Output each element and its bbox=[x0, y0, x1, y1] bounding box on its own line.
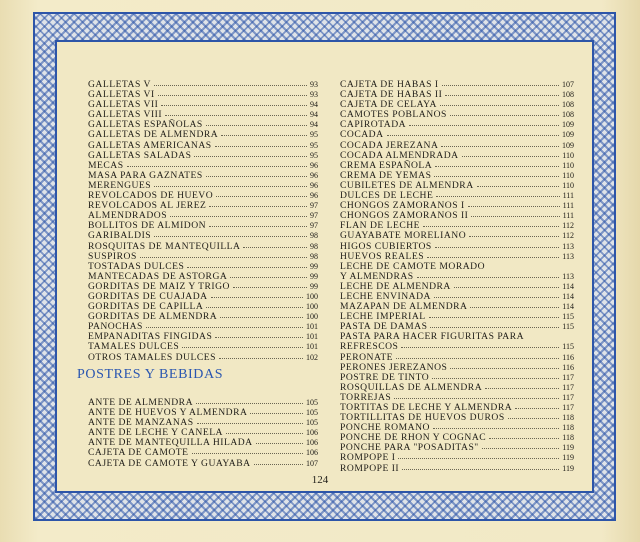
leader-dots bbox=[398, 457, 559, 459]
entry-title: CAMOTES POBLANOS bbox=[340, 109, 447, 121]
entry-page-number: 94 bbox=[310, 120, 318, 130]
leader-dots bbox=[429, 316, 560, 318]
entry-page-number: 98 bbox=[310, 251, 318, 261]
leader-dots bbox=[435, 165, 559, 167]
entry-page-number: 96 bbox=[310, 180, 318, 190]
entry-page-number: 108 bbox=[562, 90, 574, 100]
leader-dots bbox=[215, 145, 307, 147]
entry-page-number: 117 bbox=[562, 403, 574, 412]
entry-page-number: 114 bbox=[562, 302, 574, 312]
entry-page-number: 114 bbox=[562, 281, 574, 291]
leader-dots bbox=[256, 442, 303, 444]
entry-page-number: 108 bbox=[562, 110, 574, 120]
entry-page-number: 106 bbox=[306, 428, 318, 438]
entry-page-number: 100 bbox=[306, 302, 318, 312]
entry-title: POSTRE DE TINTO bbox=[340, 371, 430, 383]
entry-title: MANTECADAS DE ASTORGA bbox=[88, 270, 228, 282]
entry-title: EMPANADITAS FINGIDAS bbox=[88, 331, 213, 343]
leader-dots bbox=[454, 286, 559, 288]
entry-title: REVOLCADOS DE HUEVO bbox=[88, 190, 214, 202]
index-entry bbox=[340, 464, 574, 474]
entry-page-number: 96 bbox=[310, 191, 318, 201]
entry-title: TOSTADAS DULCES bbox=[88, 260, 185, 272]
entry-title: REVOLCADOS AL JEREZ bbox=[88, 200, 207, 212]
entry-page-number: 105 bbox=[306, 418, 318, 428]
leader-dots bbox=[402, 468, 559, 470]
leader-dots bbox=[254, 463, 303, 465]
entry-page-number: 113 bbox=[562, 241, 574, 251]
leader-dots bbox=[470, 306, 559, 308]
entry-page-number: 93 bbox=[310, 90, 318, 100]
entry-page-number: 97 bbox=[310, 201, 318, 211]
leader-dots bbox=[508, 417, 560, 419]
entry-title: REFRESCOS bbox=[340, 341, 399, 353]
entry-title: LECHE DE CAMOTE MORADO bbox=[340, 260, 486, 272]
entry-page-number: 99 bbox=[310, 271, 318, 281]
entry-title: ALMENDRADOS bbox=[88, 210, 168, 222]
leader-dots bbox=[161, 104, 307, 106]
entry-title: BOLLITOS DE ALMIDON bbox=[88, 220, 207, 232]
entry-page-number: 110 bbox=[562, 160, 574, 170]
leader-dots bbox=[209, 205, 307, 207]
leader-dots bbox=[441, 145, 559, 147]
entry-page-number: 99 bbox=[310, 281, 318, 291]
entry-page-number: 119 bbox=[562, 463, 574, 473]
leader-dots bbox=[485, 387, 559, 389]
entry-title: GARIBALDIS bbox=[88, 230, 152, 242]
entry-title: GALLETAS DE ALMENDRA bbox=[88, 129, 219, 141]
leader-dots bbox=[450, 367, 559, 369]
leader-dots bbox=[433, 427, 559, 429]
entry-title: LECHE IMPERIAL bbox=[340, 311, 426, 323]
entry-title: CHONGOS ZAMORANOS I bbox=[340, 200, 465, 212]
leader-dots bbox=[226, 432, 303, 434]
leader-dots bbox=[158, 94, 307, 96]
entry-page-number: 100 bbox=[306, 312, 318, 322]
entry-title: TORTITAS DE LECHE Y ALMENDRA bbox=[340, 402, 513, 413]
leader-dots bbox=[221, 134, 307, 136]
entry-title: ANTE DE LECHE Y CANELA bbox=[88, 427, 223, 439]
leader-dots bbox=[440, 104, 559, 106]
leader-dots bbox=[140, 256, 307, 258]
leader-dots bbox=[250, 412, 303, 414]
entry-page-number: 95 bbox=[310, 140, 318, 150]
entry-page-number: 107 bbox=[562, 80, 574, 89]
entry-title: ROMPOPE I bbox=[340, 452, 396, 464]
entry-page-number: 96 bbox=[310, 170, 318, 180]
entry-page-number: 116 bbox=[562, 362, 574, 372]
entry-title: HUEVOS REALES bbox=[340, 250, 425, 262]
entry-page-number: 95 bbox=[310, 130, 318, 140]
entry-page-number: 115 bbox=[562, 342, 574, 352]
entry-title: CAPIROTADA bbox=[340, 119, 407, 131]
entry-page-number: 101 bbox=[306, 332, 318, 342]
entry-page-number: 117 bbox=[562, 392, 574, 402]
entry-title: CUBILETES DE ALMENDRA bbox=[340, 179, 474, 191]
entry-page-number: 97 bbox=[310, 221, 318, 231]
entry-page-number: 111 bbox=[562, 211, 574, 221]
leader-dots bbox=[394, 397, 559, 399]
entry-page-number: 117 bbox=[562, 372, 574, 382]
entry-title: GALLETAS AMERICANAS bbox=[88, 139, 212, 151]
entry-title: GORDITAS DE ALMENDRA bbox=[88, 311, 218, 323]
entry-title: PONCHE ROMANO bbox=[340, 422, 430, 434]
entry-title: DULCES DE LECHE bbox=[340, 190, 434, 202]
leader-dots bbox=[482, 447, 560, 449]
entry-title: GALLETAS ESPAÑOLAS bbox=[88, 119, 203, 131]
entry-page-number: 106 bbox=[306, 438, 318, 448]
entry-page-number: 102 bbox=[306, 352, 318, 362]
entry-title: GORDITAS DE MAIZ Y TRIGO bbox=[88, 280, 230, 292]
entry-title: TORREJAS bbox=[340, 391, 392, 403]
entry-title: PONCHE DE RHON Y COGNAC bbox=[340, 432, 487, 444]
entry-page-number: 105 bbox=[306, 408, 318, 418]
entry-page-number: 118 bbox=[562, 413, 574, 423]
entry-title: PASTA DE DAMAS bbox=[340, 321, 428, 333]
entry-title: MERENGUES bbox=[88, 179, 152, 191]
index-entry bbox=[340, 231, 574, 241]
leader-dots bbox=[230, 276, 307, 278]
entry-title: ANTE DE HUEVOS Y ALMENDRA bbox=[88, 407, 248, 419]
entry-page-number: 115 bbox=[562, 312, 574, 322]
entry-page-number: 118 bbox=[562, 433, 574, 443]
index-entry bbox=[88, 459, 318, 469]
entry-page-number: 109 bbox=[562, 130, 574, 140]
entry-title: PERONES JEREZANOS bbox=[340, 361, 448, 373]
entry-page-number: 110 bbox=[562, 170, 574, 180]
entry-page-number: 96 bbox=[310, 160, 318, 170]
entry-title: GALLETAS VIII bbox=[88, 109, 163, 121]
entry-page-number: 116 bbox=[562, 352, 574, 362]
entry-title: COCADA ALMENDRADA bbox=[340, 149, 459, 161]
leader-dots bbox=[417, 276, 560, 278]
entry-page-number: 113 bbox=[562, 271, 574, 281]
entry-title: GALLETAS V bbox=[88, 79, 151, 90]
entry-title: HIGOS CUBIERTOS bbox=[340, 240, 432, 252]
entry-page-number: 118 bbox=[562, 423, 574, 433]
entry-title: LECHE DE ALMENDRA bbox=[340, 280, 451, 292]
leader-dots bbox=[423, 225, 559, 227]
entry-title: SUSPIROS bbox=[88, 250, 137, 262]
entry-title: CAJETA DE CELAYA bbox=[340, 99, 437, 111]
entry-title: PANOCHAS bbox=[88, 321, 143, 333]
entry-title: CREMA ESPAÑOLA bbox=[340, 159, 433, 171]
entry-title: MECAS bbox=[88, 159, 124, 171]
leader-dots bbox=[187, 266, 307, 268]
entry-title: MASA PARA GAZNATES bbox=[88, 169, 203, 181]
leader-dots bbox=[468, 205, 560, 207]
entry-page-number: 113 bbox=[562, 251, 574, 261]
leader-dots bbox=[477, 185, 560, 187]
entry-page-number: 110 bbox=[562, 180, 574, 190]
entry-page-number: 101 bbox=[306, 322, 318, 332]
leader-dots bbox=[427, 256, 559, 258]
leader-dots bbox=[209, 225, 307, 227]
entry-page-number: 108 bbox=[562, 100, 574, 110]
leader-dots bbox=[409, 124, 559, 126]
entry-title: CAJETA DE CAMOTE bbox=[88, 447, 189, 459]
leader-dots bbox=[127, 165, 307, 167]
leader-dots bbox=[445, 94, 559, 96]
leader-dots bbox=[154, 84, 307, 86]
entry-title: GUAYABATE MORELIANO bbox=[340, 230, 467, 242]
entry-page-number: 117 bbox=[562, 382, 574, 392]
leader-dots bbox=[206, 175, 307, 177]
leader-dots bbox=[154, 235, 307, 237]
entry-title: CREMA DE YEMAS bbox=[340, 169, 432, 181]
leader-dots bbox=[192, 452, 303, 454]
leader-dots bbox=[434, 296, 559, 298]
entry-page-number: 114 bbox=[562, 291, 574, 301]
entry-title: GALLETAS VII bbox=[88, 99, 159, 111]
entry-title: TORTILLITAS DE HUEVOS DUROS bbox=[340, 412, 505, 424]
entry-title: LECHE ENVINADA bbox=[340, 290, 431, 302]
entry-title: ANTE DE MANZANAS bbox=[88, 417, 194, 429]
entry-title: PASTA PARA HACER FIGURITAS PARA bbox=[340, 331, 525, 343]
entry-title: CAJETA DE CAMOTE Y GUAYABA bbox=[88, 457, 251, 469]
leader-dots bbox=[165, 114, 307, 116]
leader-dots bbox=[216, 195, 307, 197]
leader-dots bbox=[515, 407, 559, 409]
entry-title: ROSQUILLAS DE ALMENDRA bbox=[340, 381, 483, 393]
leader-dots bbox=[442, 84, 559, 86]
entry-title: COCADA JEREZANA bbox=[340, 139, 439, 151]
entry-title: GORDITAS DE CUAJADA bbox=[88, 290, 208, 302]
entry-page-number: 97 bbox=[310, 211, 318, 221]
leader-dots bbox=[194, 155, 307, 157]
entry-page-number: 99 bbox=[310, 261, 318, 271]
entry-title: COCADA bbox=[340, 129, 384, 141]
entry-title: GALLETAS SALADAS bbox=[88, 149, 192, 161]
leader-dots bbox=[430, 326, 559, 328]
leader-dots bbox=[243, 246, 307, 248]
leader-dots bbox=[154, 185, 307, 187]
leader-dots bbox=[434, 175, 559, 177]
entry-page-number: 101 bbox=[306, 342, 318, 352]
entry-page-number: 106 bbox=[306, 448, 318, 458]
entry-title: ANTE DE ALMENDRA bbox=[88, 397, 193, 408]
leader-dots bbox=[196, 402, 303, 404]
entry-title: GALLETAS VI bbox=[88, 89, 155, 101]
leader-dots bbox=[233, 286, 307, 288]
entry-page-number: 98 bbox=[310, 231, 318, 241]
leader-dots bbox=[170, 215, 307, 217]
entry-page-number: 94 bbox=[310, 110, 318, 120]
entry-page-number: 95 bbox=[310, 150, 318, 160]
entry-page-number: 93 bbox=[310, 80, 318, 89]
section-title: POSTRES Y BEBIDAS bbox=[77, 367, 224, 382]
entry-page-number: 109 bbox=[562, 120, 574, 130]
entry-page-number: 119 bbox=[562, 443, 574, 453]
leader-dots bbox=[436, 195, 559, 197]
index-column-section bbox=[88, 398, 318, 469]
leader-dots bbox=[469, 235, 559, 237]
entry-page-number: 119 bbox=[562, 453, 574, 463]
entry-page-number: 111 bbox=[562, 201, 574, 211]
leader-dots bbox=[215, 336, 303, 338]
entry-page-number: 111 bbox=[562, 191, 574, 201]
entry-page-number: 94 bbox=[310, 100, 318, 110]
entry-title: CAJETA DE HABAS II bbox=[340, 89, 443, 101]
entry-title: TAMALES DULCES bbox=[88, 341, 180, 353]
entry-title: ROSQUITAS DE MANTEQUILLA bbox=[88, 240, 241, 252]
leader-dots bbox=[197, 422, 303, 424]
entry-title: CHONGOS ZAMORANOS II bbox=[340, 210, 469, 222]
entry-page-number: 110 bbox=[562, 150, 574, 160]
entry-title: ANTE DE MANTEQUILLA HILADA bbox=[88, 437, 253, 449]
entry-page-number: 105 bbox=[306, 398, 318, 407]
leader-dots bbox=[471, 215, 559, 217]
page-number: 124 bbox=[311, 474, 329, 486]
leader-dots bbox=[489, 437, 559, 439]
leader-dots bbox=[401, 346, 559, 348]
leader-dots bbox=[146, 326, 303, 328]
entry-page-number: 100 bbox=[306, 291, 318, 301]
entry-title: PERONATE bbox=[340, 351, 394, 363]
index-column-left bbox=[88, 80, 318, 363]
index-entry bbox=[88, 353, 318, 363]
leader-dots bbox=[211, 296, 303, 298]
entry-title: FLAN DE LECHE bbox=[340, 220, 421, 232]
index-entry bbox=[88, 231, 318, 241]
entry-page-number: 107 bbox=[306, 458, 318, 468]
index-column-right bbox=[340, 80, 574, 474]
leader-dots bbox=[206, 124, 307, 126]
leader-dots bbox=[432, 377, 559, 379]
leader-dots bbox=[396, 357, 559, 359]
entry-page-number: 109 bbox=[562, 140, 574, 150]
leader-dots bbox=[462, 155, 560, 157]
leader-dots bbox=[450, 114, 559, 116]
entry-title: GORDITAS DE CAPILLA bbox=[88, 301, 204, 313]
entry-page-number: 115 bbox=[562, 322, 574, 332]
entry-page-number: 112 bbox=[562, 231, 574, 241]
entry-page-number: 112 bbox=[562, 221, 574, 231]
entry-title: MAZAPAN DE ALMENDRA bbox=[340, 301, 468, 313]
entry-title: PONCHE PARA "POSADITAS" bbox=[340, 442, 479, 454]
entry-title: ROMPOPE II bbox=[340, 462, 400, 474]
entry-title: CAJETA DE HABAS I bbox=[340, 79, 439, 90]
entry-title: OTROS TAMALES DULCES bbox=[88, 351, 216, 363]
leader-dots bbox=[206, 306, 303, 308]
leader-dots bbox=[219, 357, 303, 359]
leader-dots bbox=[435, 246, 560, 248]
leader-dots bbox=[220, 316, 303, 318]
entry-page-number: 98 bbox=[310, 241, 318, 251]
leader-dots bbox=[182, 346, 303, 348]
leader-dots bbox=[387, 134, 559, 136]
entry-title: Y ALMENDRAS bbox=[340, 270, 414, 282]
